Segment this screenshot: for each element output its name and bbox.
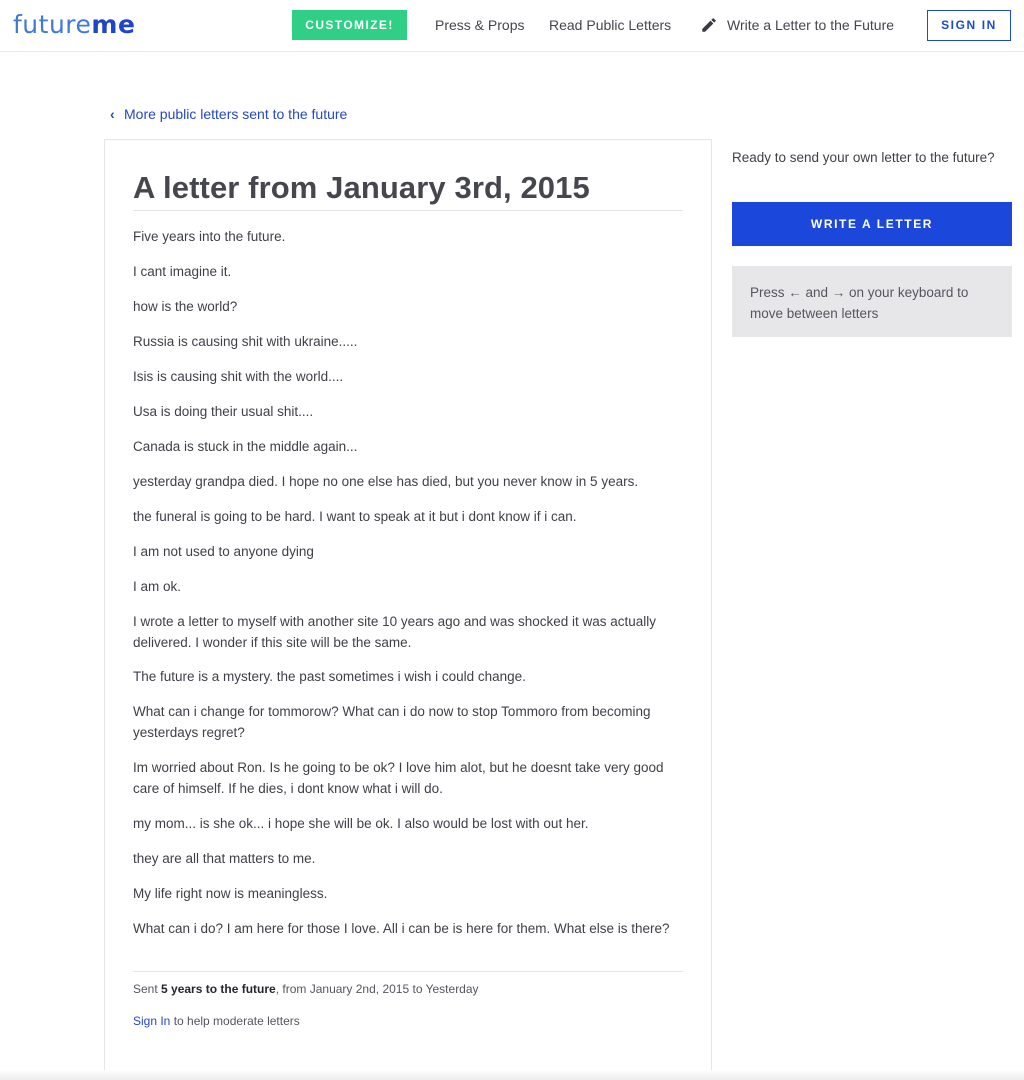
letter-paragraph: My life right now is meaningless. bbox=[133, 886, 328, 901]
futureme-logo[interactable] bbox=[13, 10, 135, 39]
title-divider bbox=[133, 210, 683, 211]
letter-paragraph: I am not used to anyone dying bbox=[133, 544, 314, 559]
moderate-text: to help moderate letters bbox=[170, 1014, 300, 1028]
letter-paragraph: What can i do? I am here for those I love. All i can be is here for them. What else is there? bbox=[133, 921, 670, 936]
letter-title: A letter from January 3rd, 2015 bbox=[133, 170, 590, 205]
back-to-public-letters-link[interactable] bbox=[110, 106, 347, 122]
ready-prompt: Ready to send your own letter to the future? bbox=[732, 150, 995, 165]
letter-paragraph: The future is a mystery. the past sometimes i wish i could change. bbox=[133, 669, 526, 684]
sent-info bbox=[133, 982, 479, 996]
letter-paragraph: I wrote a letter to myself with another site 10 years ago and was shocked it was actually delivered. I wonder if this site will be the same. bbox=[133, 614, 657, 650]
pencil-icon[interactable] bbox=[700, 16, 718, 34]
letter-paragraph: the funeral is going to be hard. I want to speak at it but i dont know if i can. bbox=[133, 509, 577, 524]
nav-press-props[interactable]: Press & Props bbox=[435, 17, 525, 33]
moderate-sign-in-link[interactable]: Sign In bbox=[133, 1014, 171, 1028]
letter-paragraph: my mom... is she ok... i hope she will be ok. I also would be lost with out her. bbox=[133, 816, 589, 831]
letter-paragraph: yesterday grandpa died. I hope no one else has died, but you never know in 5 years. bbox=[133, 474, 639, 489]
letter-paragraph: I cant imagine it. bbox=[133, 264, 232, 279]
logo-future-text: future bbox=[13, 10, 92, 39]
nav-write-letter-future[interactable]: Write a Letter to the Future bbox=[727, 17, 895, 33]
nav-read-public-letters[interactable]: Read Public Letters bbox=[549, 17, 672, 33]
bottom-edge bbox=[0, 1070, 1024, 1080]
letter-paragraph: I am ok. bbox=[133, 579, 182, 594]
letter-paragraph: how is the world? bbox=[133, 299, 238, 314]
back-link-label: More public letters sent to the future bbox=[124, 106, 348, 122]
write-letter-button[interactable]: WRITE A LETTER bbox=[732, 202, 1012, 246]
letter-paragraph: Isis is causing shit with the world.... bbox=[133, 369, 344, 384]
sign-in-button[interactable]: SIGN IN bbox=[927, 10, 1011, 41]
top-navigation-bar bbox=[0, 0, 1024, 52]
sent-prefix: Sent bbox=[133, 982, 162, 996]
chevron-left-icon: ‹ bbox=[110, 106, 115, 122]
letter-paragraph: What can i change for tommorow? What can i do now to stop Tommoro from becoming yesterdays regret? bbox=[133, 704, 651, 740]
letter-paragraph: Usa is doing their usual shit.... bbox=[133, 404, 314, 419]
letter-paragraph: they are all that matters to me. bbox=[133, 851, 316, 866]
keyboard-hint-box: Press ← and → on your keyboard to move between letters bbox=[732, 266, 1012, 337]
letter-paragraph: Five years into the future. bbox=[133, 229, 286, 244]
letter-paragraph: Canada is stuck in the middle again... bbox=[133, 439, 358, 454]
letter-paragraph: Im worried about Ron. Is he going to be ok? I love him alot, but he doesnt take very good care of himself. If he dies, i dont know what i will do. bbox=[133, 760, 664, 796]
letter-paragraph: Russia is causing shit with ukraine..... bbox=[133, 334, 358, 349]
footer-divider bbox=[133, 971, 683, 972]
sent-duration: 5 years to the future bbox=[161, 982, 276, 996]
logo-me-text: me bbox=[91, 10, 136, 39]
moderate-info bbox=[133, 1014, 300, 1028]
customize-button[interactable]: CUSTOMIZE! bbox=[292, 10, 407, 40]
sent-dates: , from January 2nd, 2015 to Yesterday bbox=[275, 982, 479, 996]
